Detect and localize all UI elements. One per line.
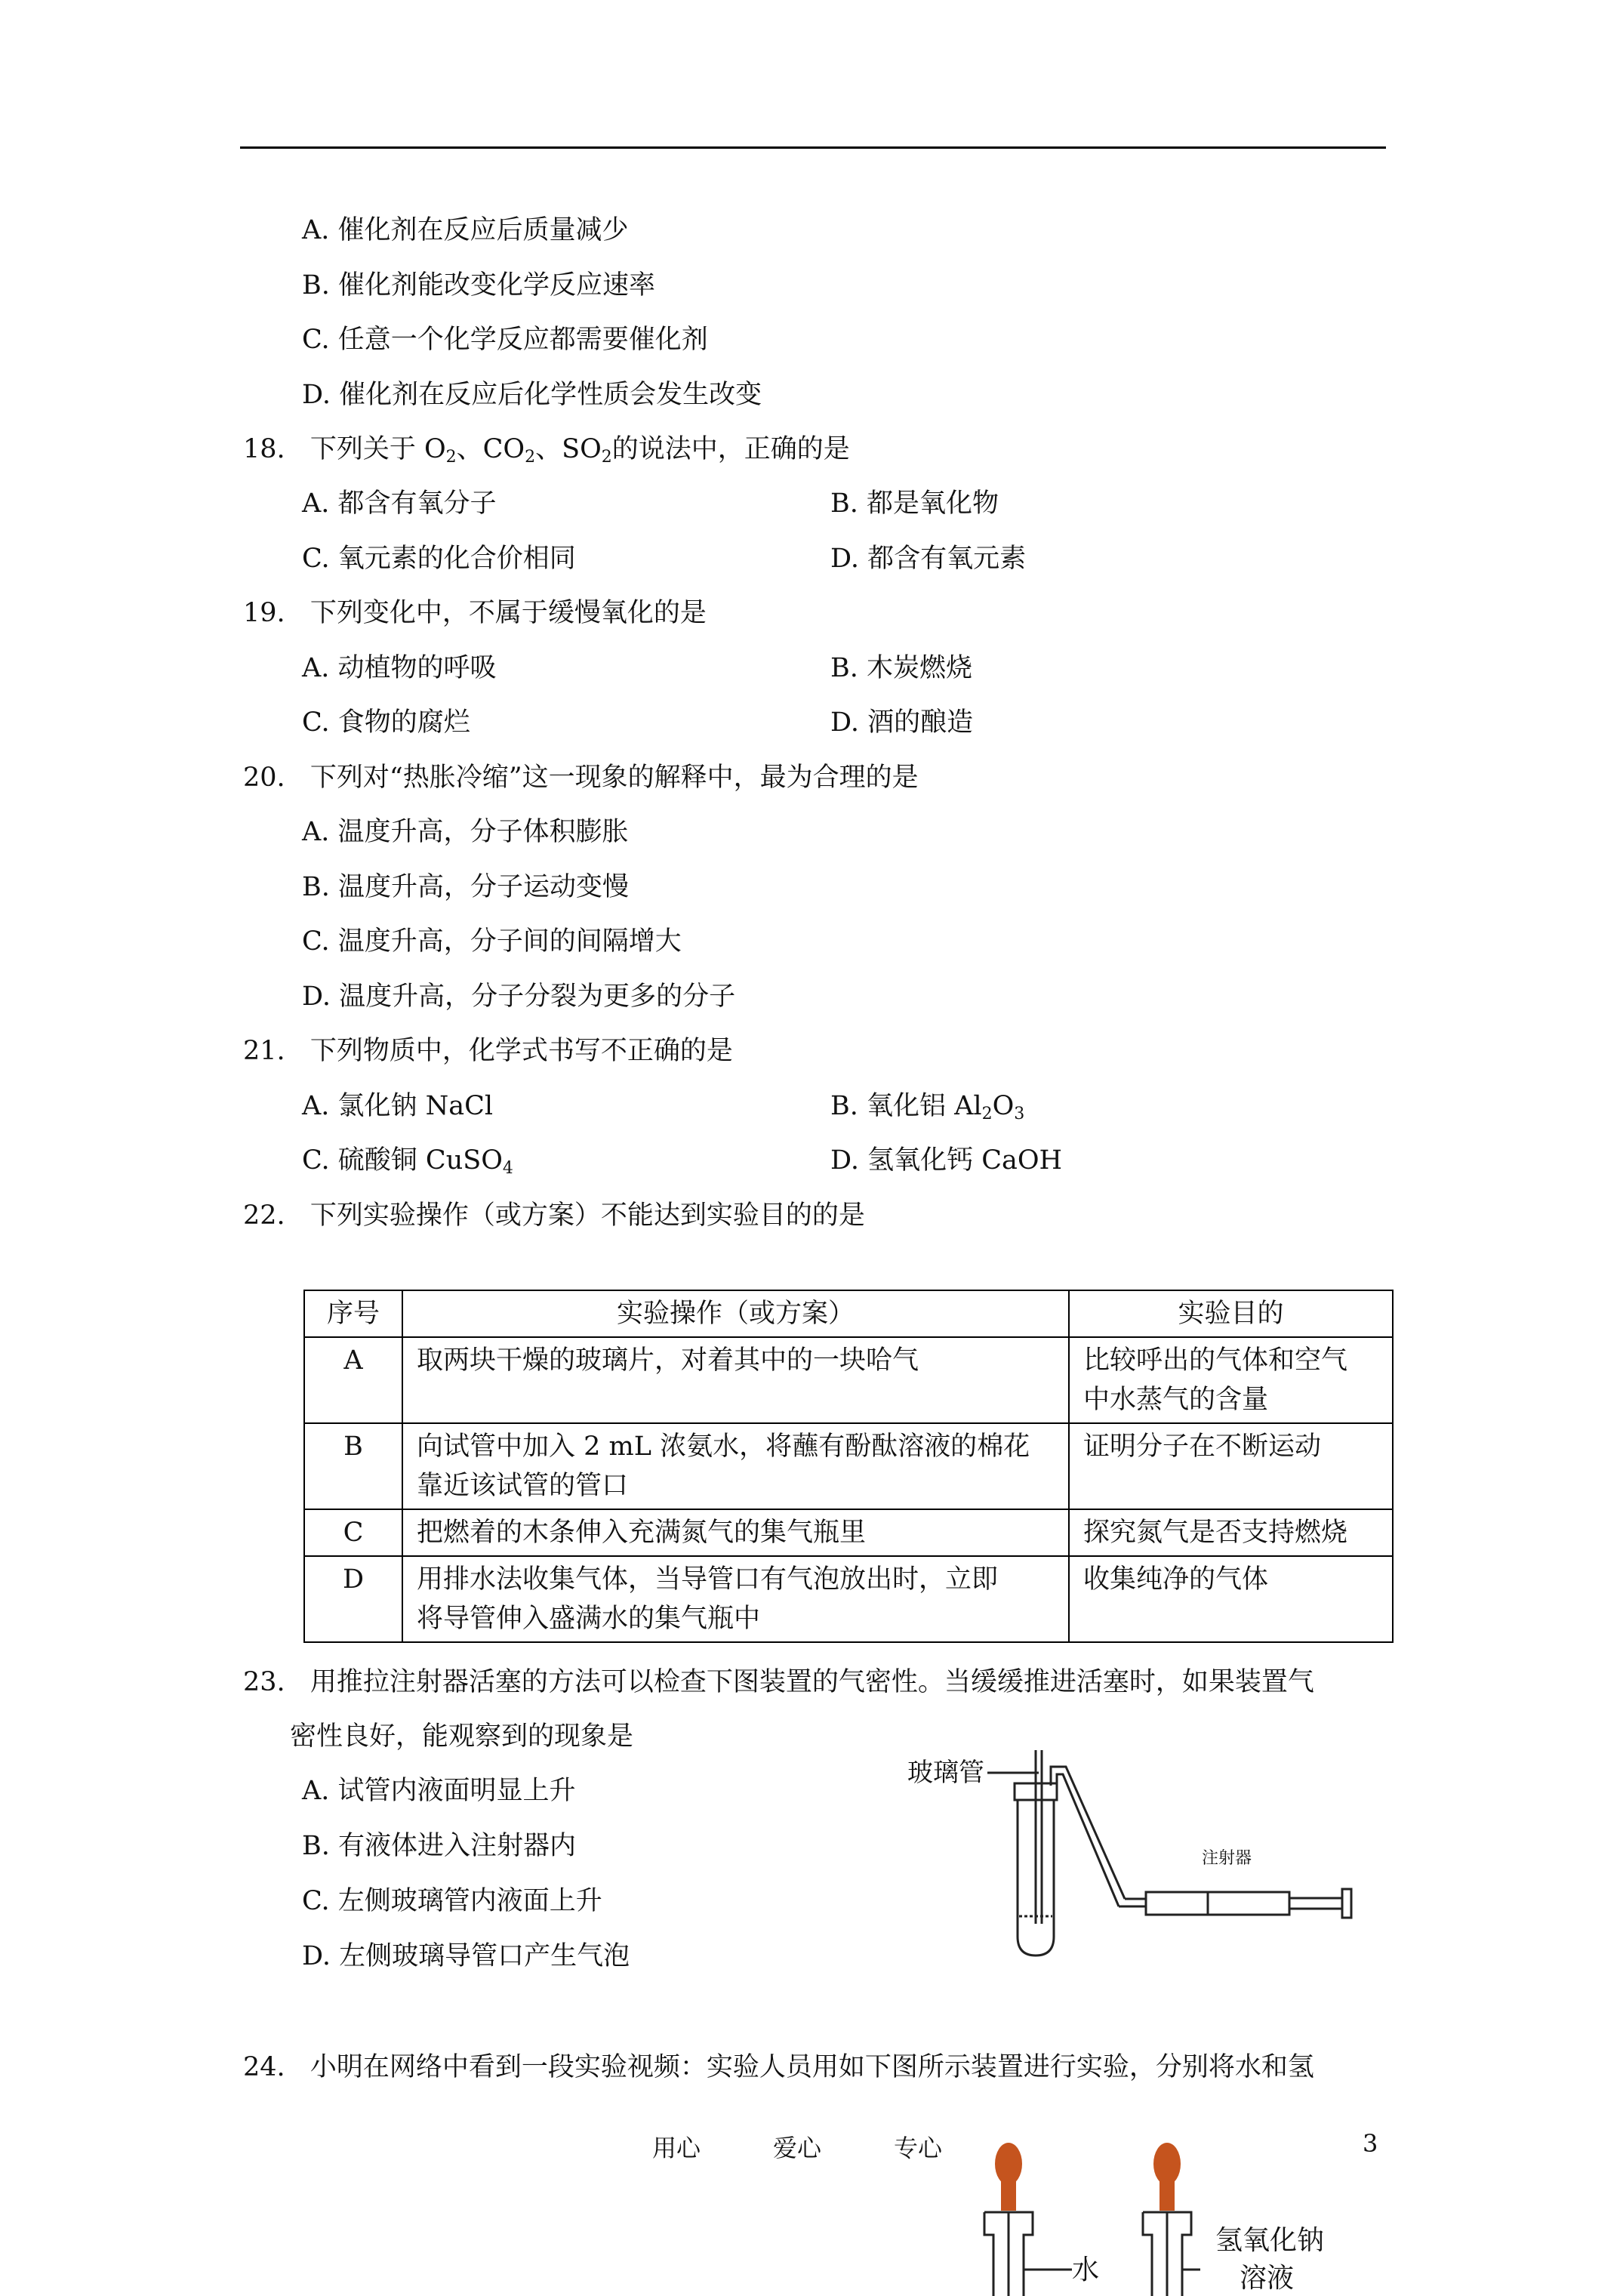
question-stem: 小明在网络中看到一段实验视频：实验人员用如下图所示装置进行实验，分别将水和氢 [310, 2052, 1314, 2082]
q20-option-d: D. 温度升高，分子分裂为更多的分子 [302, 982, 736, 1012]
q17-option-d: D. 催化剂在反应后化学性质会发生改变 [302, 380, 762, 410]
question-number: 23. [243, 1667, 285, 1697]
question-stem: 下列变化中，不属于缓慢氧化的是 [310, 598, 707, 628]
question-stem: 下列对“热胀冷缩”这一现象的解释中，最为合理的是 [310, 763, 919, 793]
question-stem: 下列实验操作（或方案）不能达到实验目的的是 [310, 1200, 865, 1231]
question-number: 24. [243, 2052, 285, 2082]
table-cell: A [304, 1337, 402, 1423]
question-20 [243, 761, 919, 794]
question-stem: 下列物质中，化学式书写不正确的是 [310, 1036, 733, 1066]
q17-option-a: A. 催化剂在反应后质量减少 [302, 215, 629, 245]
airtightness-apparatus-diagram [981, 1744, 1374, 1963]
table-cell: 证明分子在不断运动 [1069, 1423, 1393, 1509]
q17-option-c: C. 任意一个化学反应都需要催化剂 [302, 325, 708, 355]
question-21 [243, 1034, 733, 1068]
q17-option-b: B. 催化剂能改变化学反应速率 [302, 270, 655, 300]
table-cell: B [304, 1423, 402, 1509]
table-header: 序号 [304, 1290, 402, 1337]
table-cell: D [304, 1556, 402, 1642]
q20-option-a: A. 温度升高，分子体积膨胀 [302, 817, 629, 847]
q23-option-b: B. 有液体进入注射器内 [302, 1831, 576, 1861]
table-cell: 收集纯净的气体 [1069, 1556, 1393, 1642]
question-19 [243, 596, 707, 630]
page-number: 3 [1363, 2129, 1378, 2158]
header-rule [240, 146, 1386, 149]
question-18 [243, 433, 850, 474]
question-23 [243, 1666, 1314, 1699]
q19-option-b: B. 木炭燃烧 [830, 653, 972, 683]
table-cell: C [304, 1509, 402, 1556]
question-stem-continued: 密性良好，能观察到的现象是 [290, 1721, 634, 1752]
naoh-label-line1: 氢氧化钠 [1215, 2225, 1325, 2256]
q21-option-a: A. 氯化钠 NaCl [302, 1091, 494, 1121]
question-number: 20. [243, 763, 285, 793]
table-row [304, 1337, 1393, 1423]
table-header: 实验目的 [1069, 1290, 1393, 1337]
question-22 [243, 1199, 865, 1232]
q21-option-d: D. 氢氧化钙 CaOH [830, 1145, 1063, 1176]
table-cell: 用排水法收集气体，当导管口有气泡放出时，立即 将导管伸入盛满水的集气瓶中 [402, 1556, 1069, 1642]
table-row [304, 1423, 1393, 1509]
q23-option-c: C. 左侧玻璃管内液面上升 [302, 1886, 602, 1916]
q23-option-a: A. 试管内液面明显上升 [302, 1776, 576, 1806]
table-row [304, 1509, 1393, 1556]
rubber-bulb-icon [995, 2143, 1022, 2185]
q19-option-c: C. 食物的腐烂 [302, 707, 470, 738]
table-cell: 探究氮气是否支持燃烧 [1069, 1509, 1393, 1556]
q18-option-c: C. 氧元素的化合价相同 [302, 544, 576, 574]
naoh-label-line2: 溶液 [1240, 2263, 1295, 2294]
footer-motto: 用心 爱心 专心 [652, 2134, 943, 2162]
table-row [304, 1556, 1393, 1642]
question-number: 22. [243, 1200, 285, 1231]
table-cell: 比较呼出的气体和空气 中水蒸气的含量 [1069, 1337, 1393, 1423]
water-label: 水 [1072, 2254, 1100, 2285]
experiment-table [303, 1290, 1394, 1643]
question-number: 18. [243, 434, 285, 464]
question-24 [243, 2051, 1314, 2084]
question-number: 21. [243, 1036, 285, 1066]
table-cell: 向试管中加入 2 mL 浓氨水，将蘸有酚酞溶液的棉花 靠近该试管的管口 [402, 1423, 1069, 1509]
q21-option-b: B. 氧化铝 $Al_2O_3$ [830, 1091, 1025, 1123]
table-cell: 取两块干燥的玻璃片，对着其中的一块哈气 [402, 1337, 1069, 1423]
question-stem: 用推拉注射器活塞的方法可以检查下图装置的气密性。当缓缓推进活塞时，如果装置气 [310, 1667, 1314, 1697]
table-header-row [304, 1290, 1393, 1337]
q18-option-b: B. 都是氧化物 [830, 488, 999, 519]
table-cell: 把燃着的木条伸入充满氮气的集气瓶里 [402, 1509, 1069, 1556]
syringe-label: 注射器 [1202, 1849, 1252, 1868]
glass-tube-label: 玻璃管 [907, 1758, 984, 1788]
table-header: 实验操作（或方案） [402, 1290, 1069, 1337]
question-number: 19. [243, 598, 285, 628]
q20-option-b: B. 温度升高，分子运动变慢 [302, 872, 629, 902]
q21-option-c: C. 硫酸铜 CuSO$_4$ [302, 1145, 513, 1178]
q19-option-a: A. 动植物的呼吸 [302, 653, 497, 683]
rubber-bulb-icon [1153, 2143, 1181, 2185]
q18-option-d: D. 都含有氧元素 [830, 544, 1027, 574]
q23-option-d: D. 左侧玻璃导管口产生气泡 [302, 1941, 630, 1971]
q18-option-a: A. 都含有氧分子 [302, 488, 497, 519]
q19-option-d: D. 酒的酿造 [830, 707, 974, 738]
question-stem: 下列关于 $O_2$、$CO_2$、$SO_2$的说法中，正确的是 [310, 434, 850, 467]
q20-option-c: C. 温度升高，分子间的间隔增大 [302, 926, 682, 957]
